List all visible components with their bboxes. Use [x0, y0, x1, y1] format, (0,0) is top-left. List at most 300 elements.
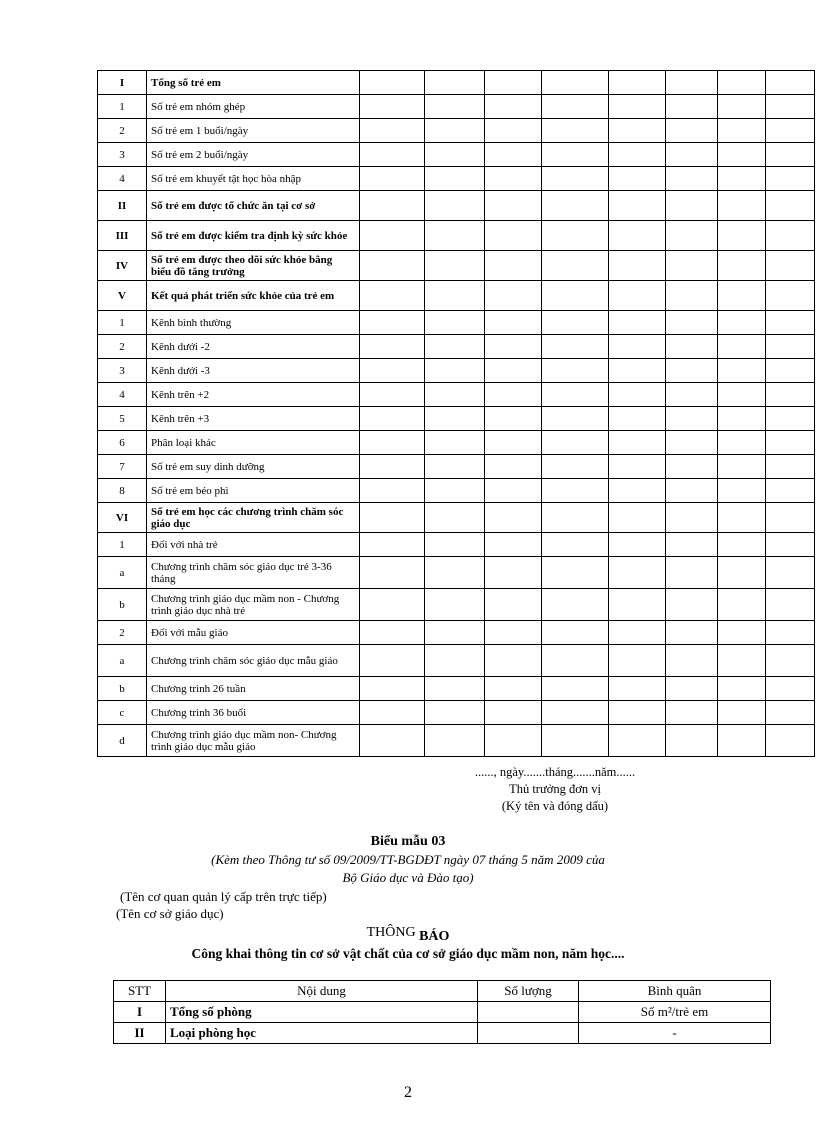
empty-cell	[609, 251, 666, 281]
empty-cell	[766, 143, 815, 167]
empty-cell	[542, 503, 609, 533]
row-label: Số trẻ em béo phì	[147, 479, 360, 503]
empty-cell	[766, 281, 815, 311]
empty-cell	[609, 359, 666, 383]
empty-cell	[425, 251, 485, 281]
empty-cell	[718, 281, 766, 311]
empty-cell	[766, 359, 815, 383]
row-average: -	[579, 1023, 771, 1044]
empty-cell	[542, 589, 609, 621]
empty-cell	[609, 431, 666, 455]
empty-cell	[360, 221, 425, 251]
empty-cell	[666, 281, 718, 311]
empty-cell	[485, 677, 542, 701]
row-quantity	[478, 1002, 579, 1023]
empty-cell	[718, 383, 766, 407]
empty-cell	[485, 701, 542, 725]
empty-cell	[360, 335, 425, 359]
empty-cell	[666, 335, 718, 359]
empty-cell	[425, 335, 485, 359]
empty-cell	[609, 95, 666, 119]
empty-cell	[766, 455, 815, 479]
empty-cell	[718, 407, 766, 431]
table-row	[98, 251, 815, 281]
empty-cell	[766, 311, 815, 335]
empty-cell	[718, 503, 766, 533]
empty-cell	[766, 251, 815, 281]
empty-cell	[542, 281, 609, 311]
empty-cell	[542, 701, 609, 725]
empty-cell	[666, 407, 718, 431]
row-label: Số trẻ em học các chương trình chăm sóc giáo dục	[147, 503, 360, 533]
empty-cell	[542, 533, 609, 557]
empty-cell	[766, 71, 815, 95]
row-label: Kênh dưới -2	[147, 335, 360, 359]
empty-cell	[666, 645, 718, 677]
empty-cell	[718, 71, 766, 95]
row-number: b	[98, 677, 147, 701]
empty-cell	[609, 589, 666, 621]
row-stt: I	[114, 1002, 166, 1023]
row-number: V	[98, 281, 147, 311]
header-stt: STT	[114, 981, 166, 1002]
row-average: Số m²/trẻ em	[579, 1002, 771, 1023]
empty-cell	[360, 143, 425, 167]
row-label: Đối với nhà trẻ	[147, 533, 360, 557]
empty-cell	[485, 383, 542, 407]
empty-cell	[718, 191, 766, 221]
signature-note: (Ký tên và đóng dấu)	[501, 799, 609, 813]
empty-cell	[666, 383, 718, 407]
empty-cell	[360, 701, 425, 725]
table-row	[98, 645, 815, 677]
empty-cell	[542, 191, 609, 221]
empty-cell	[360, 645, 425, 677]
header-quantity: Số lượng	[478, 981, 579, 1002]
empty-cell	[542, 71, 609, 95]
empty-cell	[485, 167, 542, 191]
empty-cell	[766, 503, 815, 533]
row-label: Chương trình giáo dục mầm non- Chương trình giáo dục mẫu giáo	[147, 725, 360, 757]
empty-cell	[609, 645, 666, 677]
row-label: Kênh trên +3	[147, 407, 360, 431]
empty-cell	[360, 557, 425, 589]
empty-cell	[485, 557, 542, 589]
empty-cell	[766, 589, 815, 621]
empty-cell	[542, 479, 609, 503]
row-label: Số trẻ em khuyết tật học hòa nhập	[147, 167, 360, 191]
empty-cell	[718, 533, 766, 557]
empty-cell	[360, 383, 425, 407]
empty-cell	[718, 479, 766, 503]
table-row	[98, 191, 815, 221]
empty-cell	[609, 281, 666, 311]
empty-cell	[718, 677, 766, 701]
empty-cell	[360, 455, 425, 479]
empty-cell	[360, 71, 425, 95]
empty-cell	[542, 335, 609, 359]
empty-cell	[718, 701, 766, 725]
empty-cell	[425, 557, 485, 589]
empty-cell	[485, 221, 542, 251]
row-content: Loại phòng học	[166, 1023, 478, 1044]
empty-cell	[542, 251, 609, 281]
empty-cell	[766, 383, 815, 407]
empty-cell	[485, 589, 542, 621]
empty-cell	[666, 533, 718, 557]
empty-cell	[360, 503, 425, 533]
empty-cell	[609, 621, 666, 645]
table-row	[98, 167, 815, 191]
empty-cell	[666, 725, 718, 757]
row-number: I	[98, 71, 147, 95]
empty-cell	[360, 677, 425, 701]
row-number: 1	[98, 95, 147, 119]
empty-cell	[718, 359, 766, 383]
empty-cell	[542, 725, 609, 757]
empty-cell	[360, 533, 425, 557]
row-label: Số trẻ em được theo dõi sức khỏe bằng biểu đồ tăng trưởng	[147, 251, 360, 281]
empty-cell	[609, 311, 666, 335]
row-number: 3	[98, 359, 147, 383]
empty-cell	[666, 557, 718, 589]
empty-cell	[609, 383, 666, 407]
empty-cell	[485, 455, 542, 479]
facilities-table	[113, 980, 771, 1044]
empty-cell	[766, 167, 815, 191]
empty-cell	[766, 701, 815, 725]
empty-cell	[666, 701, 718, 725]
empty-cell	[666, 621, 718, 645]
empty-cell	[766, 725, 815, 757]
empty-cell	[360, 431, 425, 455]
header-average: Bình quân	[579, 981, 771, 1002]
empty-cell	[666, 589, 718, 621]
empty-cell	[360, 95, 425, 119]
table-row	[98, 281, 815, 311]
empty-cell	[718, 455, 766, 479]
table-row	[98, 383, 815, 407]
empty-cell	[718, 221, 766, 251]
table-row	[98, 533, 815, 557]
empty-cell	[485, 621, 542, 645]
empty-cell	[360, 167, 425, 191]
row-number: 4	[98, 167, 147, 191]
row-label: Tổng số trẻ em	[147, 71, 360, 95]
row-label: Số trẻ em suy dinh dưỡng	[147, 455, 360, 479]
empty-cell	[425, 503, 485, 533]
empty-cell	[425, 143, 485, 167]
empty-cell	[360, 281, 425, 311]
empty-cell	[609, 725, 666, 757]
empty-cell	[609, 533, 666, 557]
table-row	[98, 431, 815, 455]
empty-cell	[718, 557, 766, 589]
empty-cell	[360, 311, 425, 335]
table-header-row	[114, 981, 771, 1002]
row-number: 2	[98, 621, 147, 645]
empty-cell	[542, 167, 609, 191]
notice-subtitle: Công khai thông tin cơ sở vật chất của cơ sở giáo dục mầm non, năm học....	[191, 946, 625, 961]
empty-cell	[425, 191, 485, 221]
empty-cell	[485, 431, 542, 455]
empty-cell	[718, 589, 766, 621]
row-label: Chương trình chăm sóc giáo dục trẻ 3-36 tháng	[147, 557, 360, 589]
empty-cell	[766, 335, 815, 359]
row-label: Số trẻ em nhóm ghép	[147, 95, 360, 119]
empty-cell	[542, 311, 609, 335]
row-number: 1	[98, 533, 147, 557]
table-row	[98, 621, 815, 645]
table-row	[98, 221, 815, 251]
empty-cell	[485, 143, 542, 167]
empty-cell	[766, 191, 815, 221]
table-row	[114, 1023, 771, 1044]
empty-cell	[425, 167, 485, 191]
empty-cell	[609, 71, 666, 95]
empty-cell	[609, 455, 666, 479]
signature-date-line: ......, ngày.......tháng.......năm......	[474, 765, 636, 779]
row-number: VI	[98, 503, 147, 533]
table-row	[98, 95, 815, 119]
row-label: Kết quả phát triển sức khỏe của trẻ em	[147, 281, 360, 311]
children-statistics-table	[97, 70, 815, 757]
empty-cell	[542, 95, 609, 119]
empty-cell	[542, 645, 609, 677]
empty-cell	[425, 725, 485, 757]
empty-cell	[666, 455, 718, 479]
empty-cell	[718, 725, 766, 757]
empty-cell	[425, 95, 485, 119]
empty-cell	[425, 533, 485, 557]
empty-cell	[766, 119, 815, 143]
empty-cell	[360, 359, 425, 383]
empty-cell	[718, 143, 766, 167]
empty-cell	[425, 407, 485, 431]
empty-cell	[485, 71, 542, 95]
form-reference-line-1: (Kèm theo Thông tư số 09/2009/TT-BGDĐT ngày 07 tháng 5 năm 2009 của	[211, 852, 605, 867]
empty-cell	[485, 645, 542, 677]
table-row	[98, 407, 815, 431]
empty-cell	[485, 479, 542, 503]
empty-cell	[718, 645, 766, 677]
notice-title-part-1: THÔNG	[366, 925, 416, 940]
row-number: 2	[98, 119, 147, 143]
row-number: 7	[98, 455, 147, 479]
empty-cell	[425, 311, 485, 335]
empty-cell	[425, 645, 485, 677]
empty-cell	[542, 407, 609, 431]
empty-cell	[766, 557, 815, 589]
empty-cell	[425, 383, 485, 407]
row-label: Phân loại khác	[147, 431, 360, 455]
table-row	[98, 311, 815, 335]
empty-cell	[542, 455, 609, 479]
row-number: 4	[98, 383, 147, 407]
empty-cell	[718, 431, 766, 455]
row-number: b	[98, 589, 147, 621]
notice-title-part-2: BÁO	[419, 929, 450, 944]
empty-cell	[766, 407, 815, 431]
empty-cell	[609, 557, 666, 589]
empty-cell	[425, 621, 485, 645]
empty-cell	[718, 119, 766, 143]
empty-cell	[485, 251, 542, 281]
empty-cell	[485, 281, 542, 311]
row-number: II	[98, 191, 147, 221]
empty-cell	[666, 479, 718, 503]
empty-cell	[718, 311, 766, 335]
empty-cell	[666, 359, 718, 383]
empty-cell	[609, 119, 666, 143]
row-label: Kênh bình thường	[147, 311, 360, 335]
empty-cell	[609, 143, 666, 167]
row-content: Tổng số phòng	[166, 1002, 478, 1023]
empty-cell	[609, 167, 666, 191]
empty-cell	[425, 455, 485, 479]
row-number: a	[98, 557, 147, 589]
row-label: Chương trình giáo dục mầm non - Chương trình giáo dục nhà trẻ	[147, 589, 360, 621]
empty-cell	[766, 533, 815, 557]
empty-cell	[360, 725, 425, 757]
empty-cell	[666, 221, 718, 251]
empty-cell	[666, 143, 718, 167]
table-row	[98, 677, 815, 701]
row-label: Chương trình chăm sóc giáo dục mẫu giáo	[147, 645, 360, 677]
table-row	[98, 701, 815, 725]
empty-cell	[766, 677, 815, 701]
empty-cell	[425, 221, 485, 251]
empty-cell	[666, 95, 718, 119]
empty-cell	[542, 557, 609, 589]
table-row	[98, 119, 815, 143]
row-label: Đối với mẫu giáo	[147, 621, 360, 645]
table-row	[114, 1002, 771, 1023]
row-number: IV	[98, 251, 147, 281]
row-number: 1	[98, 311, 147, 335]
empty-cell	[360, 251, 425, 281]
row-label: Số trẻ em được tổ chức ăn tại cơ sở	[147, 191, 360, 221]
empty-cell	[485, 359, 542, 383]
table-row	[98, 557, 815, 589]
empty-cell	[485, 503, 542, 533]
row-label: Chương trình 36 buổi	[147, 701, 360, 725]
empty-cell	[766, 95, 815, 119]
empty-cell	[485, 311, 542, 335]
row-label: Chương trình 26 tuần	[147, 677, 360, 701]
empty-cell	[666, 311, 718, 335]
row-number: 8	[98, 479, 147, 503]
form-name: Biểu mẫu 03	[370, 834, 446, 849]
empty-cell	[718, 167, 766, 191]
table-row	[98, 143, 815, 167]
table-row	[98, 479, 815, 503]
empty-cell	[425, 359, 485, 383]
empty-cell	[542, 143, 609, 167]
table-row	[98, 335, 815, 359]
empty-cell	[609, 677, 666, 701]
empty-cell	[425, 701, 485, 725]
empty-cell	[360, 191, 425, 221]
table-row	[98, 503, 815, 533]
empty-cell	[666, 503, 718, 533]
empty-cell	[542, 621, 609, 645]
empty-cell	[609, 335, 666, 359]
page-number: 2	[404, 1084, 412, 1101]
empty-cell	[425, 479, 485, 503]
empty-cell	[718, 335, 766, 359]
empty-cell	[718, 621, 766, 645]
empty-cell	[542, 677, 609, 701]
empty-cell	[542, 359, 609, 383]
empty-cell	[425, 281, 485, 311]
row-label: Kênh trên +2	[147, 383, 360, 407]
notice-title	[0, 925, 816, 944]
empty-cell	[609, 701, 666, 725]
table-row	[98, 589, 815, 621]
empty-cell	[360, 407, 425, 431]
row-number: d	[98, 725, 147, 757]
empty-cell	[360, 479, 425, 503]
empty-cell	[485, 533, 542, 557]
empty-cell	[485, 191, 542, 221]
row-number: 2	[98, 335, 147, 359]
empty-cell	[425, 589, 485, 621]
empty-cell	[666, 191, 718, 221]
agency-name: (Tên cơ quan quản lý cấp trên trực tiếp)	[120, 889, 327, 904]
empty-cell	[360, 621, 425, 645]
empty-cell	[425, 71, 485, 95]
row-label: Kênh dưới -3	[147, 359, 360, 383]
empty-cell	[360, 119, 425, 143]
empty-cell	[718, 95, 766, 119]
row-quantity	[478, 1023, 579, 1044]
row-label: Số trẻ em được kiểm tra định kỳ sức khỏe	[147, 221, 360, 251]
empty-cell	[666, 167, 718, 191]
empty-cell	[485, 407, 542, 431]
empty-cell	[542, 431, 609, 455]
empty-cell	[360, 589, 425, 621]
form-reference-line-2: Bộ Giáo dục và Đào tạo)	[342, 870, 474, 885]
empty-cell	[766, 479, 815, 503]
empty-cell	[485, 119, 542, 143]
empty-cell	[766, 221, 815, 251]
empty-cell	[485, 95, 542, 119]
empty-cell	[666, 431, 718, 455]
empty-cell	[766, 621, 815, 645]
empty-cell	[425, 119, 485, 143]
empty-cell	[609, 503, 666, 533]
row-number: 5	[98, 407, 147, 431]
empty-cell	[425, 677, 485, 701]
empty-cell	[766, 431, 815, 455]
empty-cell	[766, 645, 815, 677]
empty-cell	[609, 479, 666, 503]
row-number: III	[98, 221, 147, 251]
empty-cell	[718, 251, 766, 281]
empty-cell	[542, 119, 609, 143]
row-number: 6	[98, 431, 147, 455]
table-row	[98, 725, 815, 757]
empty-cell	[609, 191, 666, 221]
empty-cell	[609, 221, 666, 251]
row-label: Số trẻ em 1 buổi/ngày	[147, 119, 360, 143]
empty-cell	[485, 335, 542, 359]
school-name: (Tên cơ sở giáo dục)	[116, 906, 224, 921]
empty-cell	[666, 119, 718, 143]
empty-cell	[425, 431, 485, 455]
signature-title: Thủ trưởng đơn vị	[509, 782, 601, 796]
